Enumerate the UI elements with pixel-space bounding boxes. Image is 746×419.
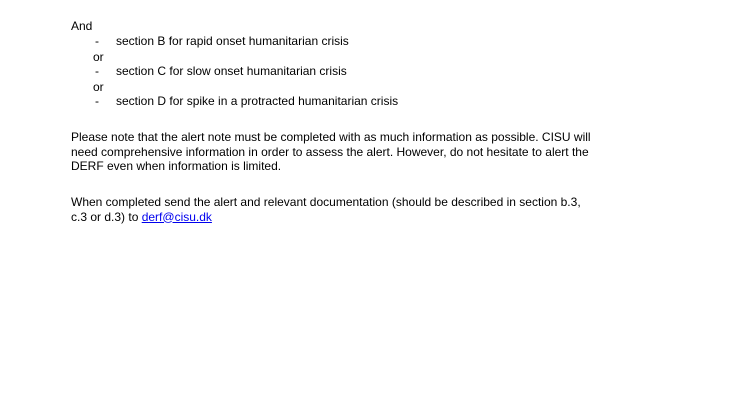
note-line: DERF even when information is limited. [71,159,282,173]
list-item [71,94,681,110]
list-item [71,34,681,50]
note-line: Please note that the alert note must be completed with as much information as possible. CISU will [71,130,591,144]
section-list [71,19,681,110]
and-label: And [71,19,93,33]
dash-bullet: - [95,63,99,78]
closing-line-prefix: c.3 or d.3) to [71,209,142,224]
note-line: need comprehensive information in order to assess the alert. However, do not hesitate to alert the [71,144,589,159]
closing-line-2 [71,210,681,225]
clipped-previous-line [0,0,746,3]
dash-bullet: - [95,33,99,48]
closing-paragraph [71,195,681,224]
or-label: or [93,79,104,94]
closing-line: When completed send the alert and relevant documentation (should be described in section b.3, [71,195,581,209]
note-paragraph [71,130,681,174]
list-item [71,64,681,80]
list-item-text: section D for spike in a protracted humanitarian crisis [116,93,399,108]
dash-bullet: - [95,93,99,108]
email-link[interactable]: derf@cisu.dk [141,209,212,224]
list-item-text: section C for slow onset humanitarian crisis [116,63,347,78]
or-label: or [93,49,104,64]
list-item-text: section B for rapid onset humanitarian crisis [116,33,349,48]
